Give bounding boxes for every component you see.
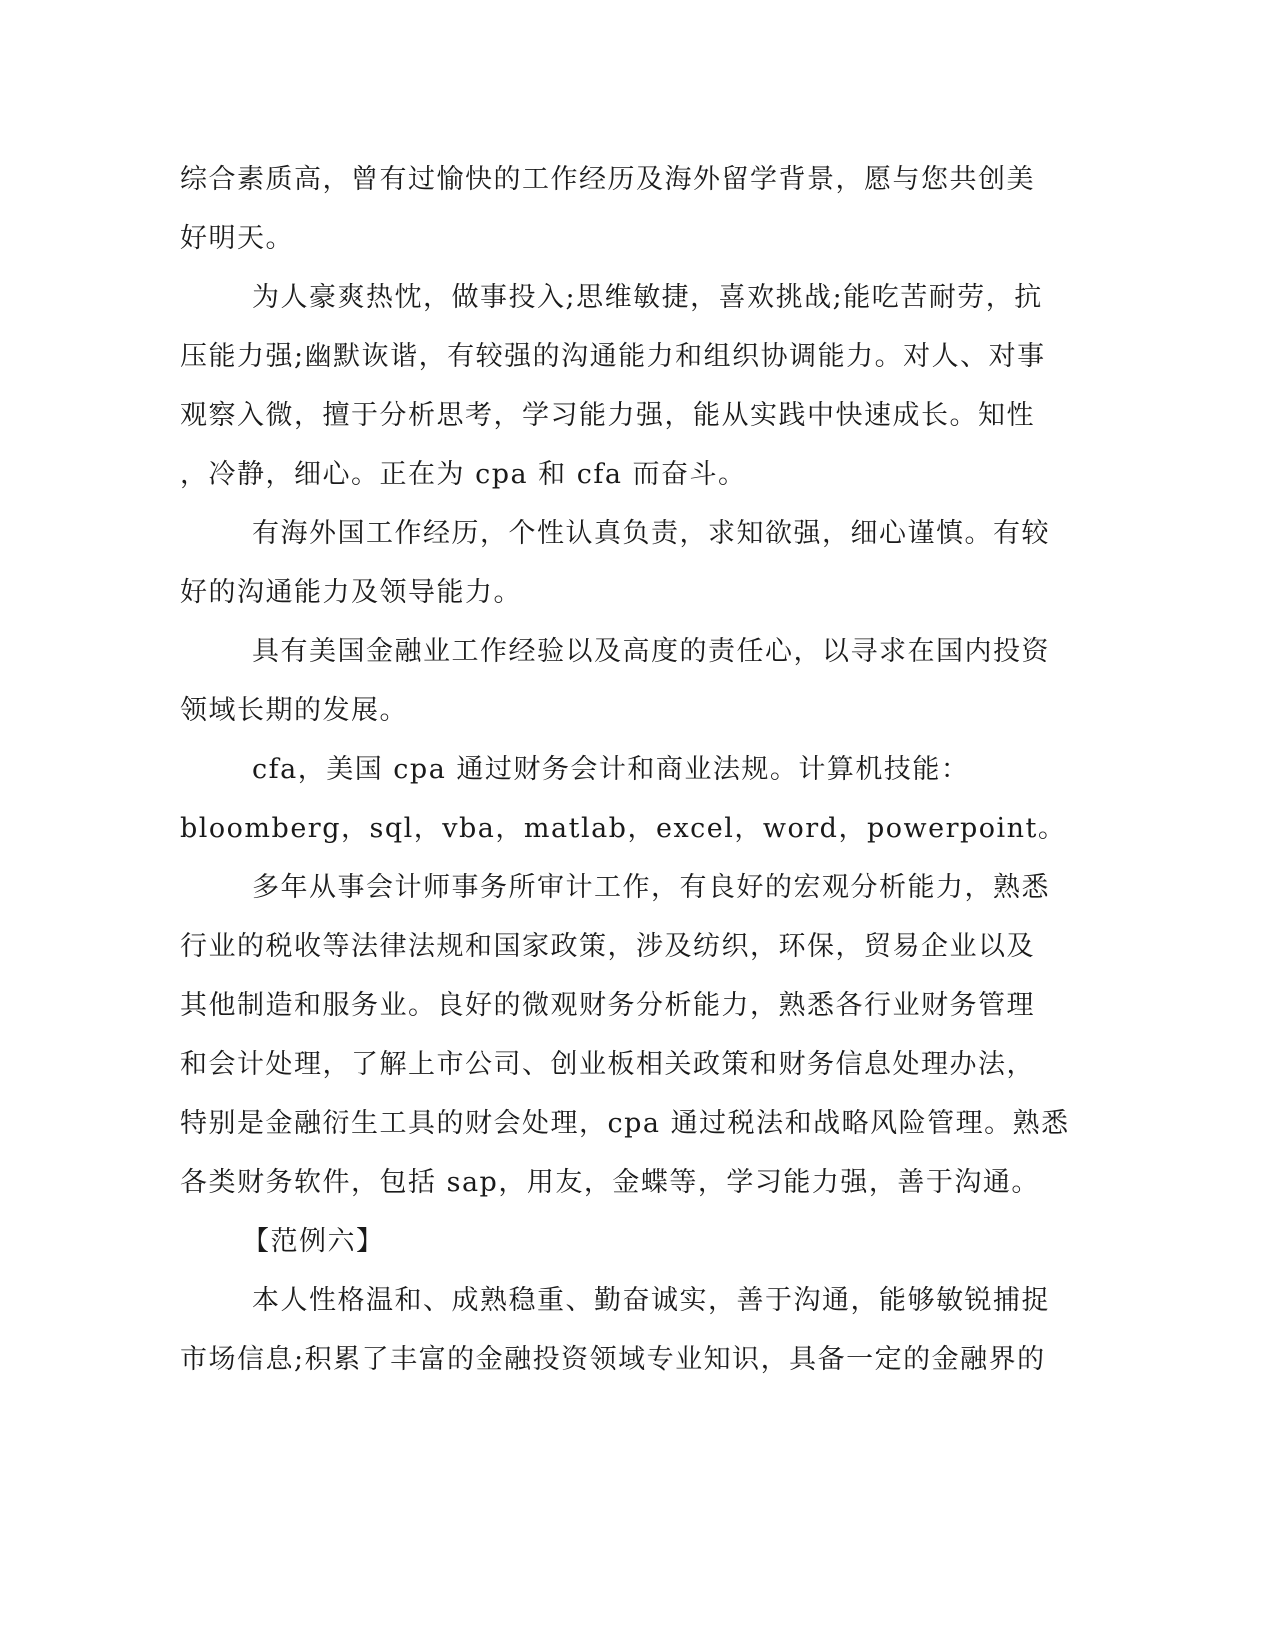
- paragraph-personality: [180, 268, 1046, 504]
- text-line: 本人性格温和、成熟稳重、勤奋诚实，善于沟通，能够敏锐捕捉: [252, 1285, 1050, 1316]
- paragraph-skills: [180, 740, 1067, 858]
- text-line: 压能力强;幽默诙谐，有较强的沟通能力和组织协调能力。对人、对事: [180, 341, 1046, 372]
- text-line: 各类财务软件，包括 sap，用友，金蝶等，学习能力强，善于沟通。: [180, 1167, 1040, 1198]
- text-line: 市场信息;积累了丰富的金融投资领域专业知识，具备一定的金融界的: [180, 1344, 1046, 1375]
- text-line: bloomberg，sql，vba，matlab，excel，word，powerpoint。: [180, 813, 1067, 844]
- text-line: 行业的税收等法律法规和国家政策，涉及纺织，环保，贸易企业以及: [180, 931, 1035, 962]
- paragraph-example-six: [180, 1271, 1050, 1389]
- paragraph-overseas-experience: [180, 504, 1050, 622]
- text-line: 具有美国金融业工作经验以及高度的责任心，以寻求在国内投资: [252, 636, 1050, 667]
- text-line: 多年从事会计师事务所审计工作，有良好的宏观分析能力，熟悉: [252, 872, 1050, 903]
- text-line: ，冷静，细心。正在为 cpa 和 cfa 而奋斗。: [180, 459, 747, 490]
- text-line: 其他制造和服务业。良好的微观财务分析能力，熟悉各行业财务管理: [180, 990, 1035, 1021]
- document-body: [180, 150, 1070, 1389]
- text-line: 综合素质高，曾有过愉快的工作经历及海外留学背景，愿与您共创美: [180, 164, 1035, 195]
- text-line: 特别是金融衍生工具的财会处理，cpa 通过税法和战略风险管理。熟悉: [180, 1108, 1070, 1139]
- text-line: 有海外国工作经历，个性认真负责，求知欲强，细心谨慎。有较: [252, 518, 1050, 549]
- paragraph-audit-experience: [180, 858, 1070, 1212]
- paragraph-us-finance: [180, 622, 1050, 740]
- section-heading-text: 【范例六】: [242, 1226, 385, 1257]
- text-line: 好的沟通能力及领导能力。: [180, 577, 522, 608]
- text-line: 为人豪爽热忱，做事投入;思维敏捷，喜欢挑战;能吃苦耐劳，抗: [252, 282, 1043, 313]
- paragraph-summary: [180, 150, 1035, 268]
- text-line: 好明天。: [180, 223, 294, 254]
- text-line: cfa，美国 cpa 通过财务会计和商业法规。计算机技能：: [252, 754, 970, 785]
- text-line: 观察入微，擅于分析思考，学习能力强，能从实践中快速成长。知性: [180, 400, 1035, 431]
- text-line: 和会计处理，了解上市公司、创业板相关政策和财务信息处理办法，: [180, 1049, 1035, 1080]
- section-heading: [180, 1212, 1030, 1271]
- text-line: 领域长期的发展。: [180, 695, 408, 726]
